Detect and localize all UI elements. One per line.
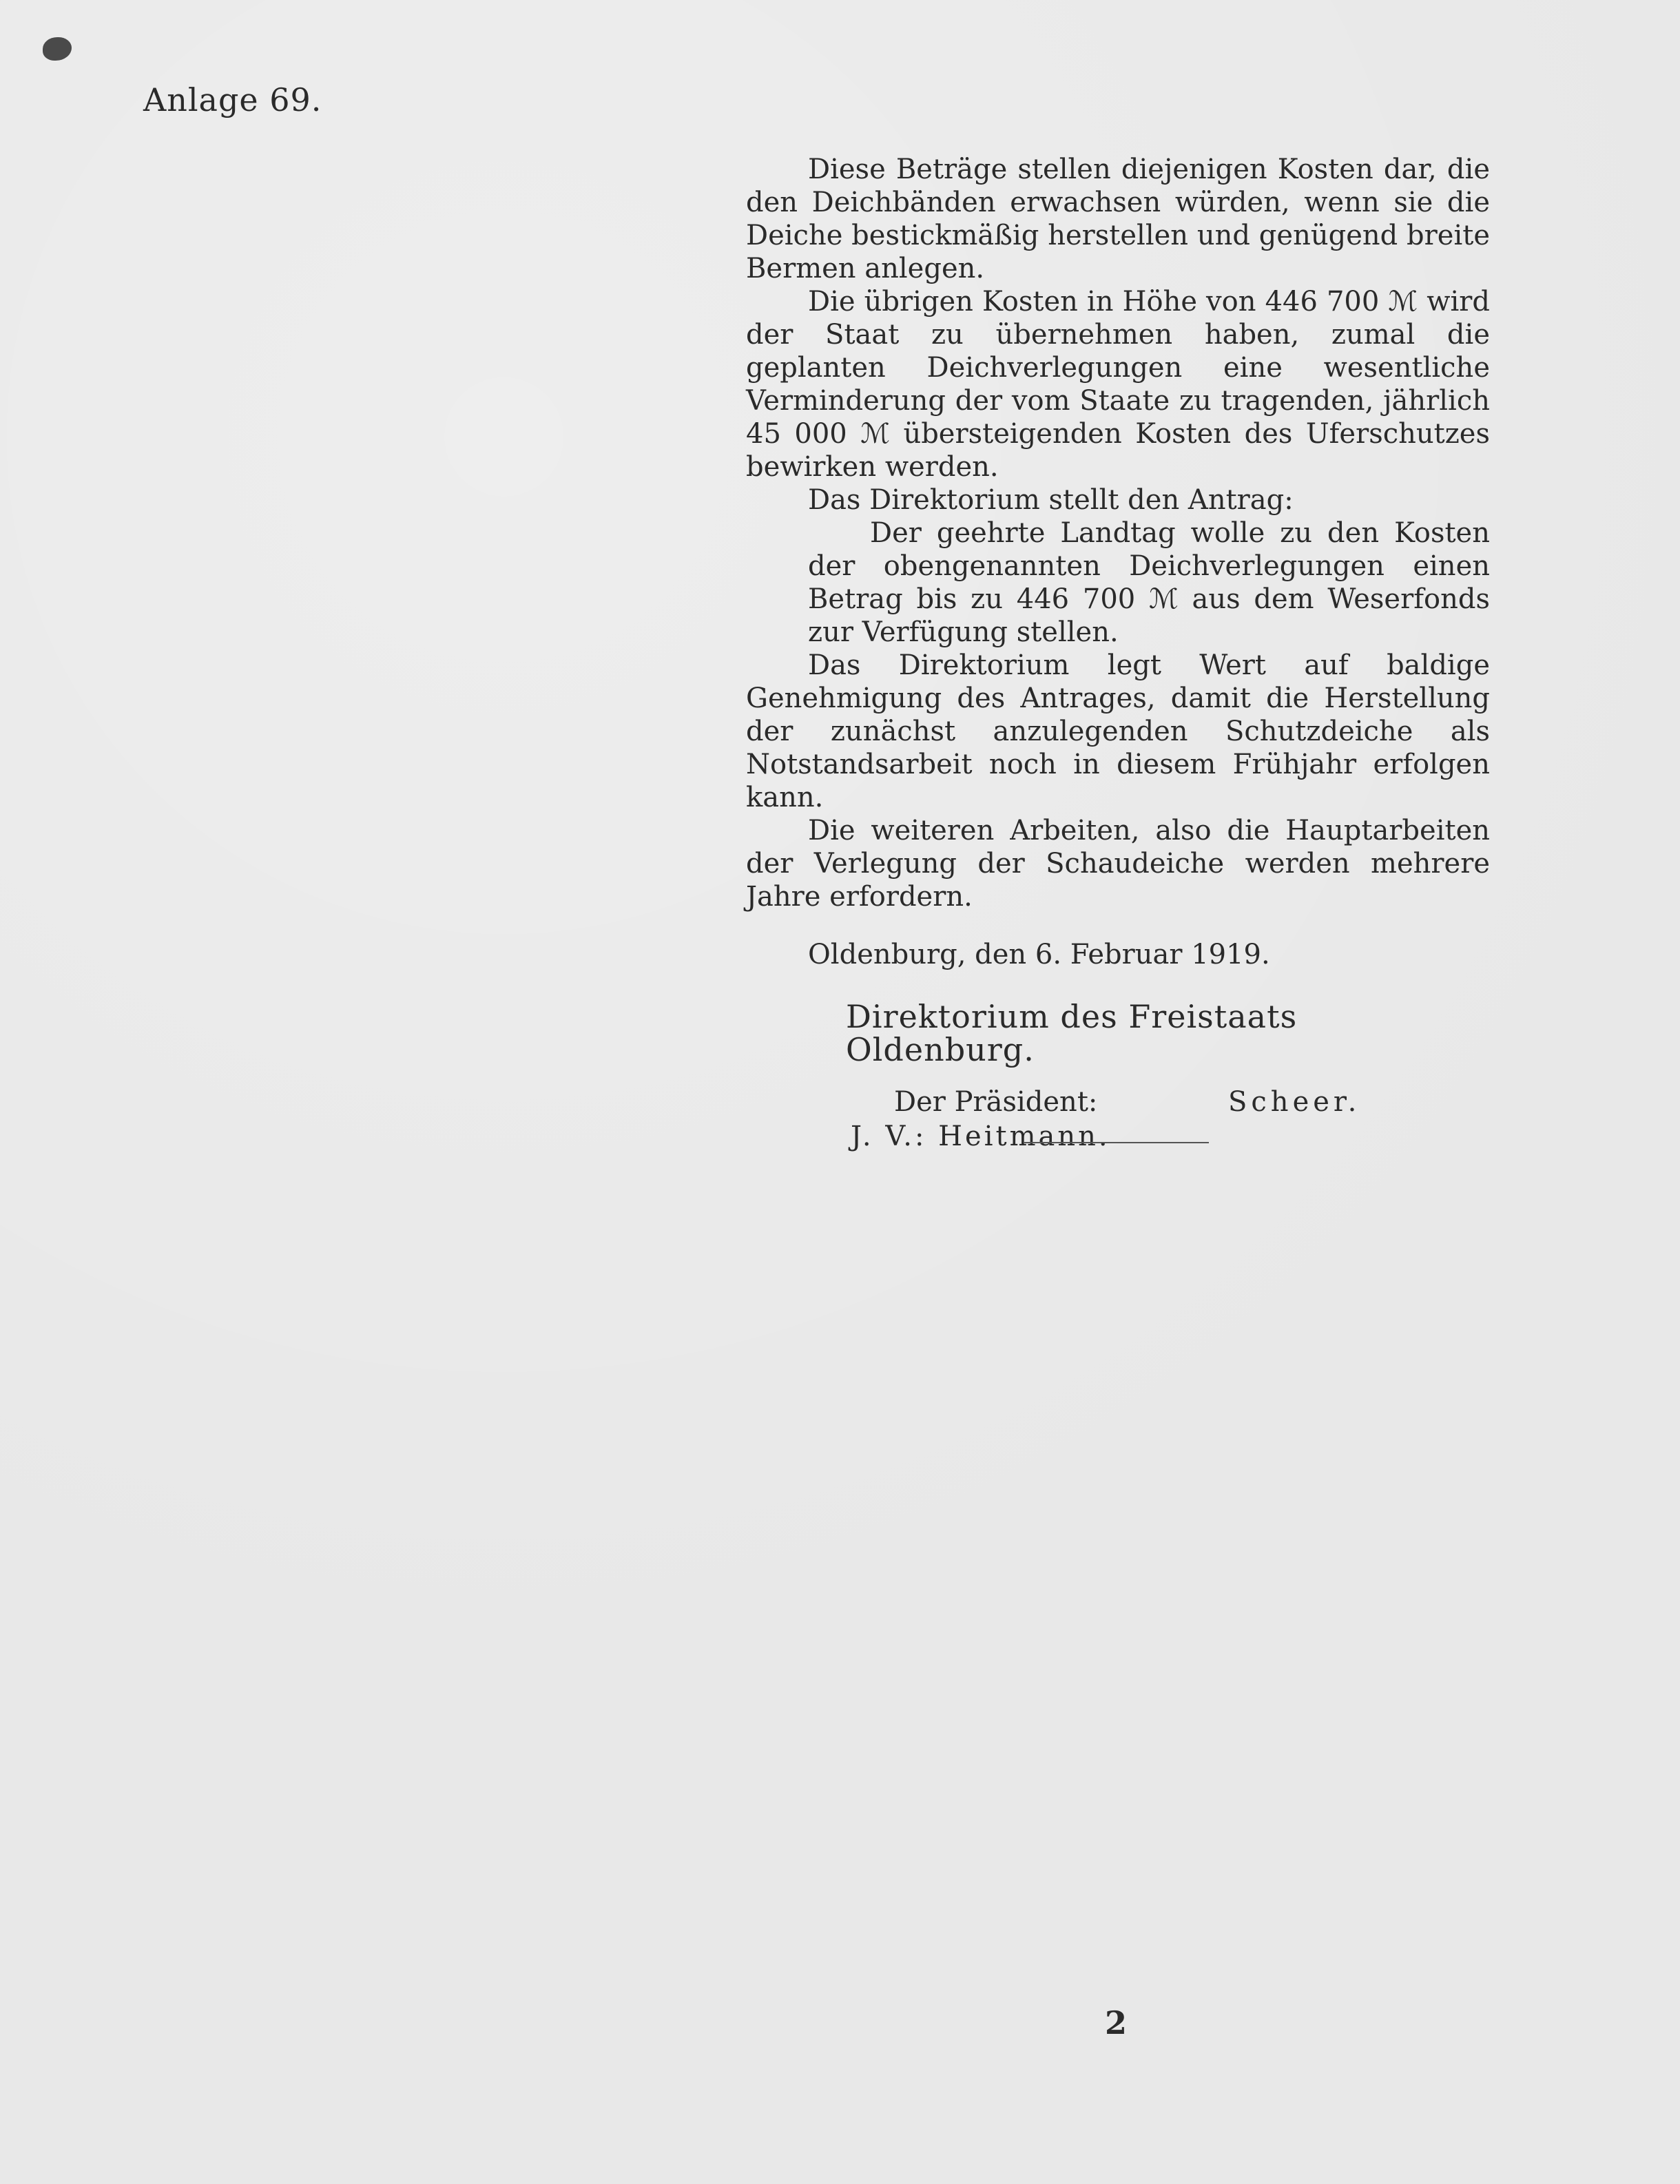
president-label: Der Präsident: — [894, 1086, 1098, 1118]
date-line: Oldenburg, den 6. Februar 1919. — [808, 939, 1270, 970]
deputy-signature: J. V.: Heitmann. — [851, 1121, 1110, 1152]
ink-speck — [43, 37, 72, 61]
motion-text: Der geehrte Landtag wolle zu den Kosten der obengenannten Deichverlegungen einen Betrag bis zu 446 700 ℳ aus dem Weserfonds zur Verfügung stellen. — [808, 517, 1490, 648]
text-column — [746, 153, 1490, 1153]
paragraph-costs: Diese Beträge stellen diejenigen Kosten dar, die den Deichbänden erwachsen würden, wenn sie die Deiche bestickmäßig herstellen und genügend breite Bermen anlegen. — [746, 154, 1490, 284]
paragraph-motion-intro: Das Direktorium stellt den Antrag: — [808, 484, 1294, 516]
closing-rule — [1024, 1142, 1209, 1143]
president-name: Scheer. — [1228, 1086, 1361, 1118]
paragraph-further-work: Die weiteren Arbeiten, also die Hauptarbeiten der Verlegung der Schaudeiche werden mehrere Jahre erfordern. — [746, 815, 1490, 913]
paragraph-approval: Das Direktorium legt Wert auf baldige Genehmigung des Antrages, damit die Herstellung der zunächst anzulegenden Schutzdeiche als Notstandsarbeit noch in diesem Frühjahr erfolgen kann. — [746, 649, 1490, 813]
president-signature-row — [746, 1085, 1490, 1120]
annex-label: Anlage 69. — [143, 81, 322, 118]
paragraph-state-costs: Die übrigen Kosten in Höhe von 446 700 ℳ wird der Staat zu übernehmen haben, zumal die geplanten Deichverlegungen eine wesentliche Verminderung der vom Staate zu tragenden, jährlich 45 000 ℳ übersteigenden Kosten des Uferschutzes bewirken werden. — [746, 286, 1490, 483]
issuing-authority: Direktorium des Freistaats Oldenburg. — [846, 998, 1298, 1068]
page-number: 2 — [1105, 2004, 1128, 2041]
